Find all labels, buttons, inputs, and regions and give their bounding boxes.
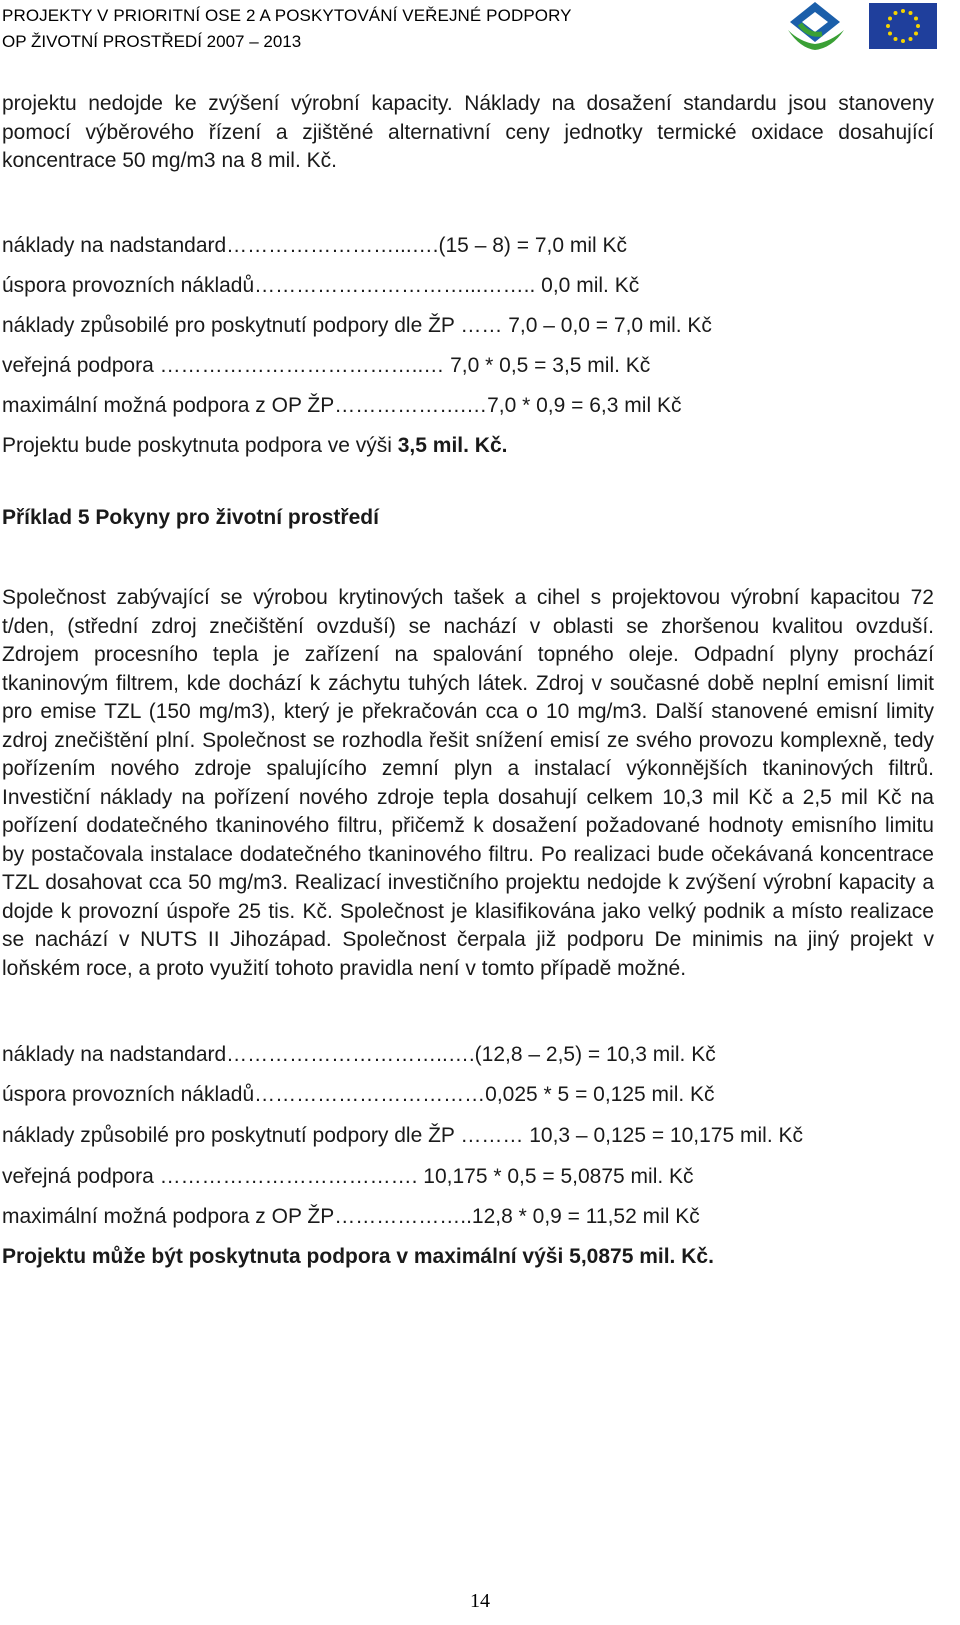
calc1-line-maximalni-podpora: maximální možná podpora z OP ŽP……………….…7,0 * 0,9 = 6,3 mil Kč [2, 393, 682, 417]
header-title-line2: OP ŽIVOTNÍ PROSTŘEDÍ 2007 – 2013 [2, 32, 302, 51]
page-number: 14 [470, 1590, 490, 1612]
example-paragraph: Společnost zabývající se výrobou krytinových tašek a cihel s projektovou výrobní kapacitou 72 t/den, (střední zdroj znečištění ovzduší) se nachází v oblasti se zhoršenou kvalitou ovzduší. Zdrojem procesního tepla je zařízení na spalování topného oleje. Odpadní plyny prochází tkaninovým filtrem, kde dochází k záchytu tuhých látek. Zdroj v současné době neplní emisní limit pro emise TZL (150 mg/m3), který je překračován cca o 10 mg/m3. Další stanovené emisní limity zdroj znečištění plní. Společnost se rozhodla řešit snížení emisí ze svého provozu komplexně, tedy pořízením nového zdroje spalujícího zemní plyn a instalací výkonnějších tkaninových filtrů. Investiční náklady na pořízení nového zdroje tepla dosahují celkem 10,3 mil Kč a 2,5 mil Kč na pořízení dodatečného tkaninového filtru, přičemž k dosažení požadované hodnoty emisního limitu by postačovala instalace dodatečného tkaninového filtru. Po realizaci bude očekávaná koncentrace TZL dosahovat cca 50 mg/m3. Realizací investičního projektu nedojde k zvýšení výrobní kapacity a dojde k provozní úspoře 25 tis. Kč. Společnost je klasifikována jako velký podnik a místo realizace se nachází v NUTS II Jihozápad. Společnost čerpala již podporu De minimis na jiný projekt v loňském roce, a proto využití tohoto pravidla není v tomto případě možné. [2, 586, 934, 980]
calculation-block-1 [2, 226, 934, 466]
document-body [2, 90, 934, 1277]
calc1-line-verejna-podpora: veřejná podpora ………………………………..… 7,0 * 0,5 = 3,5 mil. Kč [2, 353, 651, 377]
intro-paragraph: projektu nedojde ke zvýšení výrobní kapacity. Náklady na dosažení standardu jsou stanoveny pomocí výběrového řízení a zjištěné alternativní ceny jednotky termické oxidace dosahující koncentrace 50 mg/m3 na 8 mil. Kč. [2, 92, 934, 172]
calculation-block-2 [2, 1035, 934, 1277]
calc1-line-uspora: úspora provozních nákladů…………………………...…….. 0,0 mil. Kč [2, 273, 640, 297]
calc2-line-maximalni-podpora: maximální možná podpora z OP ŽP………………..12,8 * 0,9 = 11,52 mil Kč [2, 1205, 700, 1228]
calc2-line-uspora: úspora provozních nákladů……………………………0,025 * 5 = 0,125 mil. Kč [2, 1083, 715, 1106]
calc1-line-zpusobile: náklady způsobilé pro poskytnutí podpory dle ŽP …… 7,0 – 0,0 = 7,0 mil. Kč [2, 313, 712, 337]
eu-flag-icon [869, 3, 937, 49]
calc2-result: Projektu může být poskytnuta podpora v maximální výši 5,0875 mil. Kč. [2, 1245, 714, 1268]
calc2-line-verejna-podpora: veřejná podpora ………………………………. 10,175 * 0,5 = 5,0875 mil. Kč [2, 1165, 694, 1188]
calc2-line-nadstandard: náklady na nadstandard…………………………..….(12,8 – 2,5) = 10,3 mil. Kč [2, 1043, 716, 1066]
calc2-line-zpusobile: náklady způsobilé pro poskytnutí podpory dle ŽP ……… 10,3 – 0,125 = 10,175 mil. Kč [2, 1124, 803, 1147]
page-header [0, 0, 960, 60]
header-title-line1: PROJEKTY V PRIORITNÍ OSE 2 A POSKYTOVÁNÍ VEŘEJNÉ PODPORY [2, 6, 572, 25]
calc1-result-value: 3,5 mil. Kč. [397, 433, 508, 457]
calc1-line-nadstandard: náklady na nadstandard……………………...….(15 – 8) = 7,0 mil Kč [2, 233, 628, 257]
calc1-result [2, 426, 934, 466]
calc1-result-prefix: Projektu bude poskytnuta podpora ve výši [2, 433, 398, 457]
op-zivotni-prostredi-logo-icon [780, 0, 850, 52]
example-heading: Příklad 5 Pokyny pro životní prostředí [2, 505, 379, 529]
